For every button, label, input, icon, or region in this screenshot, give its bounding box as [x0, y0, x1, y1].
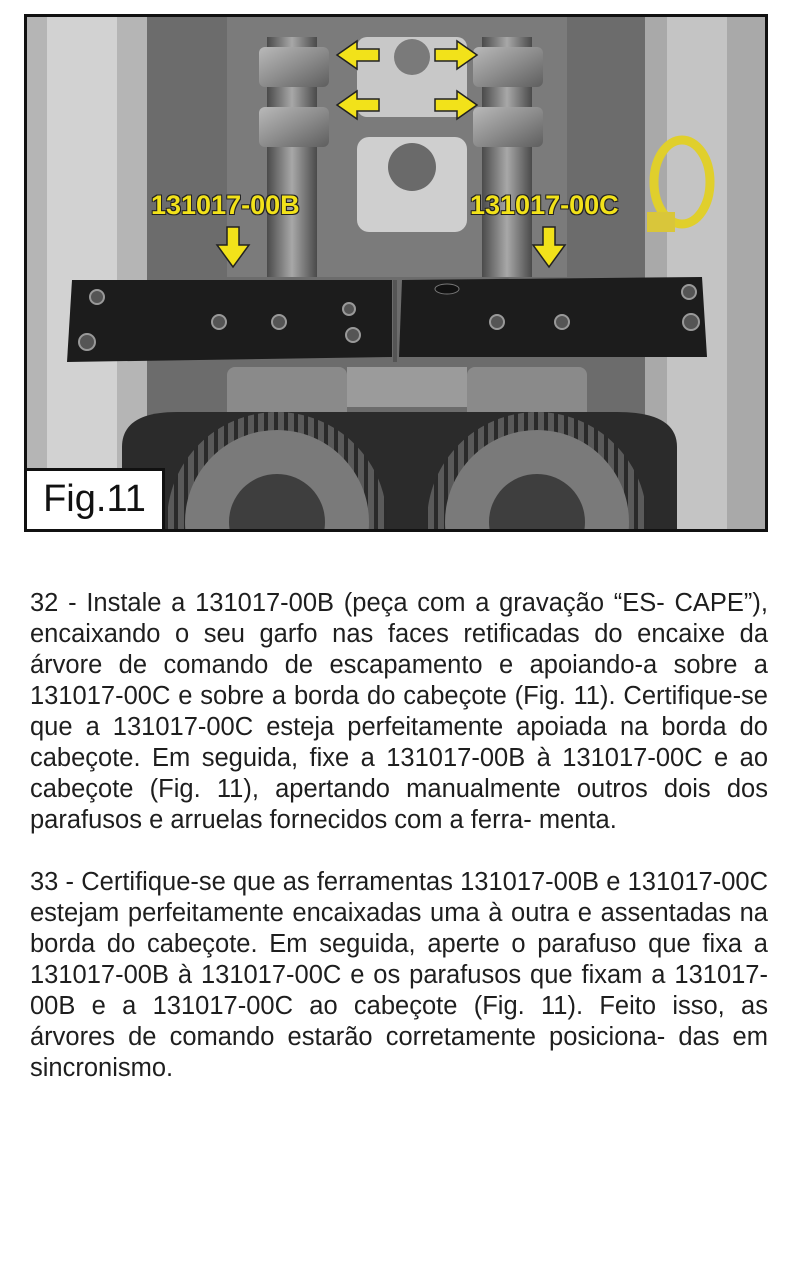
step-32-paragraph: [30, 588, 768, 836]
step-33-line: e a 131017-00C ao cabeçote (Fig. 11). Feito isso, as: [91, 992, 768, 1020]
step-32-line: dois dos parafusos e arruelas fornecidos com a ferra-: [30, 775, 768, 834]
step-32-line: menta.: [538, 806, 617, 834]
step-32-line: 32 - Instale a 131017-00B (peça com a gravação “ES-: [30, 589, 665, 617]
figure-label: Fig.11: [27, 468, 165, 529]
engine-photo-figure: [24, 14, 768, 532]
step-33-paragraph: [30, 867, 768, 1084]
callout-131017-00c: 131017-00C: [470, 190, 619, 220]
step-33-line: árvores de comando estarão corretamente posiciona-: [30, 1023, 666, 1051]
step-32-line: do encaixe da árvore de comando de escapamento e: [30, 620, 768, 679]
step-33-line: 131017-00C e os parafusos que fixam a 131017-00B: [30, 961, 768, 1020]
step-33-line: seguida, aperte o parafuso que fixa a 131017-00B à: [30, 930, 768, 989]
step-32-line: cabeçote (Fig. 11), apertando manualmente outros: [30, 775, 648, 803]
step-33-line: à outra e assentadas na borda do cabeçote. Em: [30, 899, 768, 958]
step-33-line: 33 - Certifique-se que as ferramentas 131017-00B e: [30, 868, 621, 896]
step-32-line: Em seguida, fixe a 131017-00B à 131017-00C e ao: [152, 744, 768, 772]
step-32-line: cabeçote (Fig. 11). Certifique-se que a 131017-00C: [30, 682, 768, 741]
callout-131017-00b: 131017-00B: [151, 190, 300, 220]
step-33-line: das em sincronismo.: [30, 1023, 768, 1082]
step-32-line: apoiando-a sobre a 131017-00C e sobre a borda do: [30, 651, 768, 710]
engine-photo-illustration: [27, 17, 765, 529]
step-32-line: esteja perfeitamente apoiada na borda do cabeçote.: [30, 713, 768, 772]
instructions-text: [30, 588, 768, 1084]
step-32-line: CAPE”), encaixando o seu garfo nas faces retificadas: [30, 589, 768, 648]
step-33-line: 131017-00C estejam perfeitamente encaixadas uma: [30, 868, 768, 927]
